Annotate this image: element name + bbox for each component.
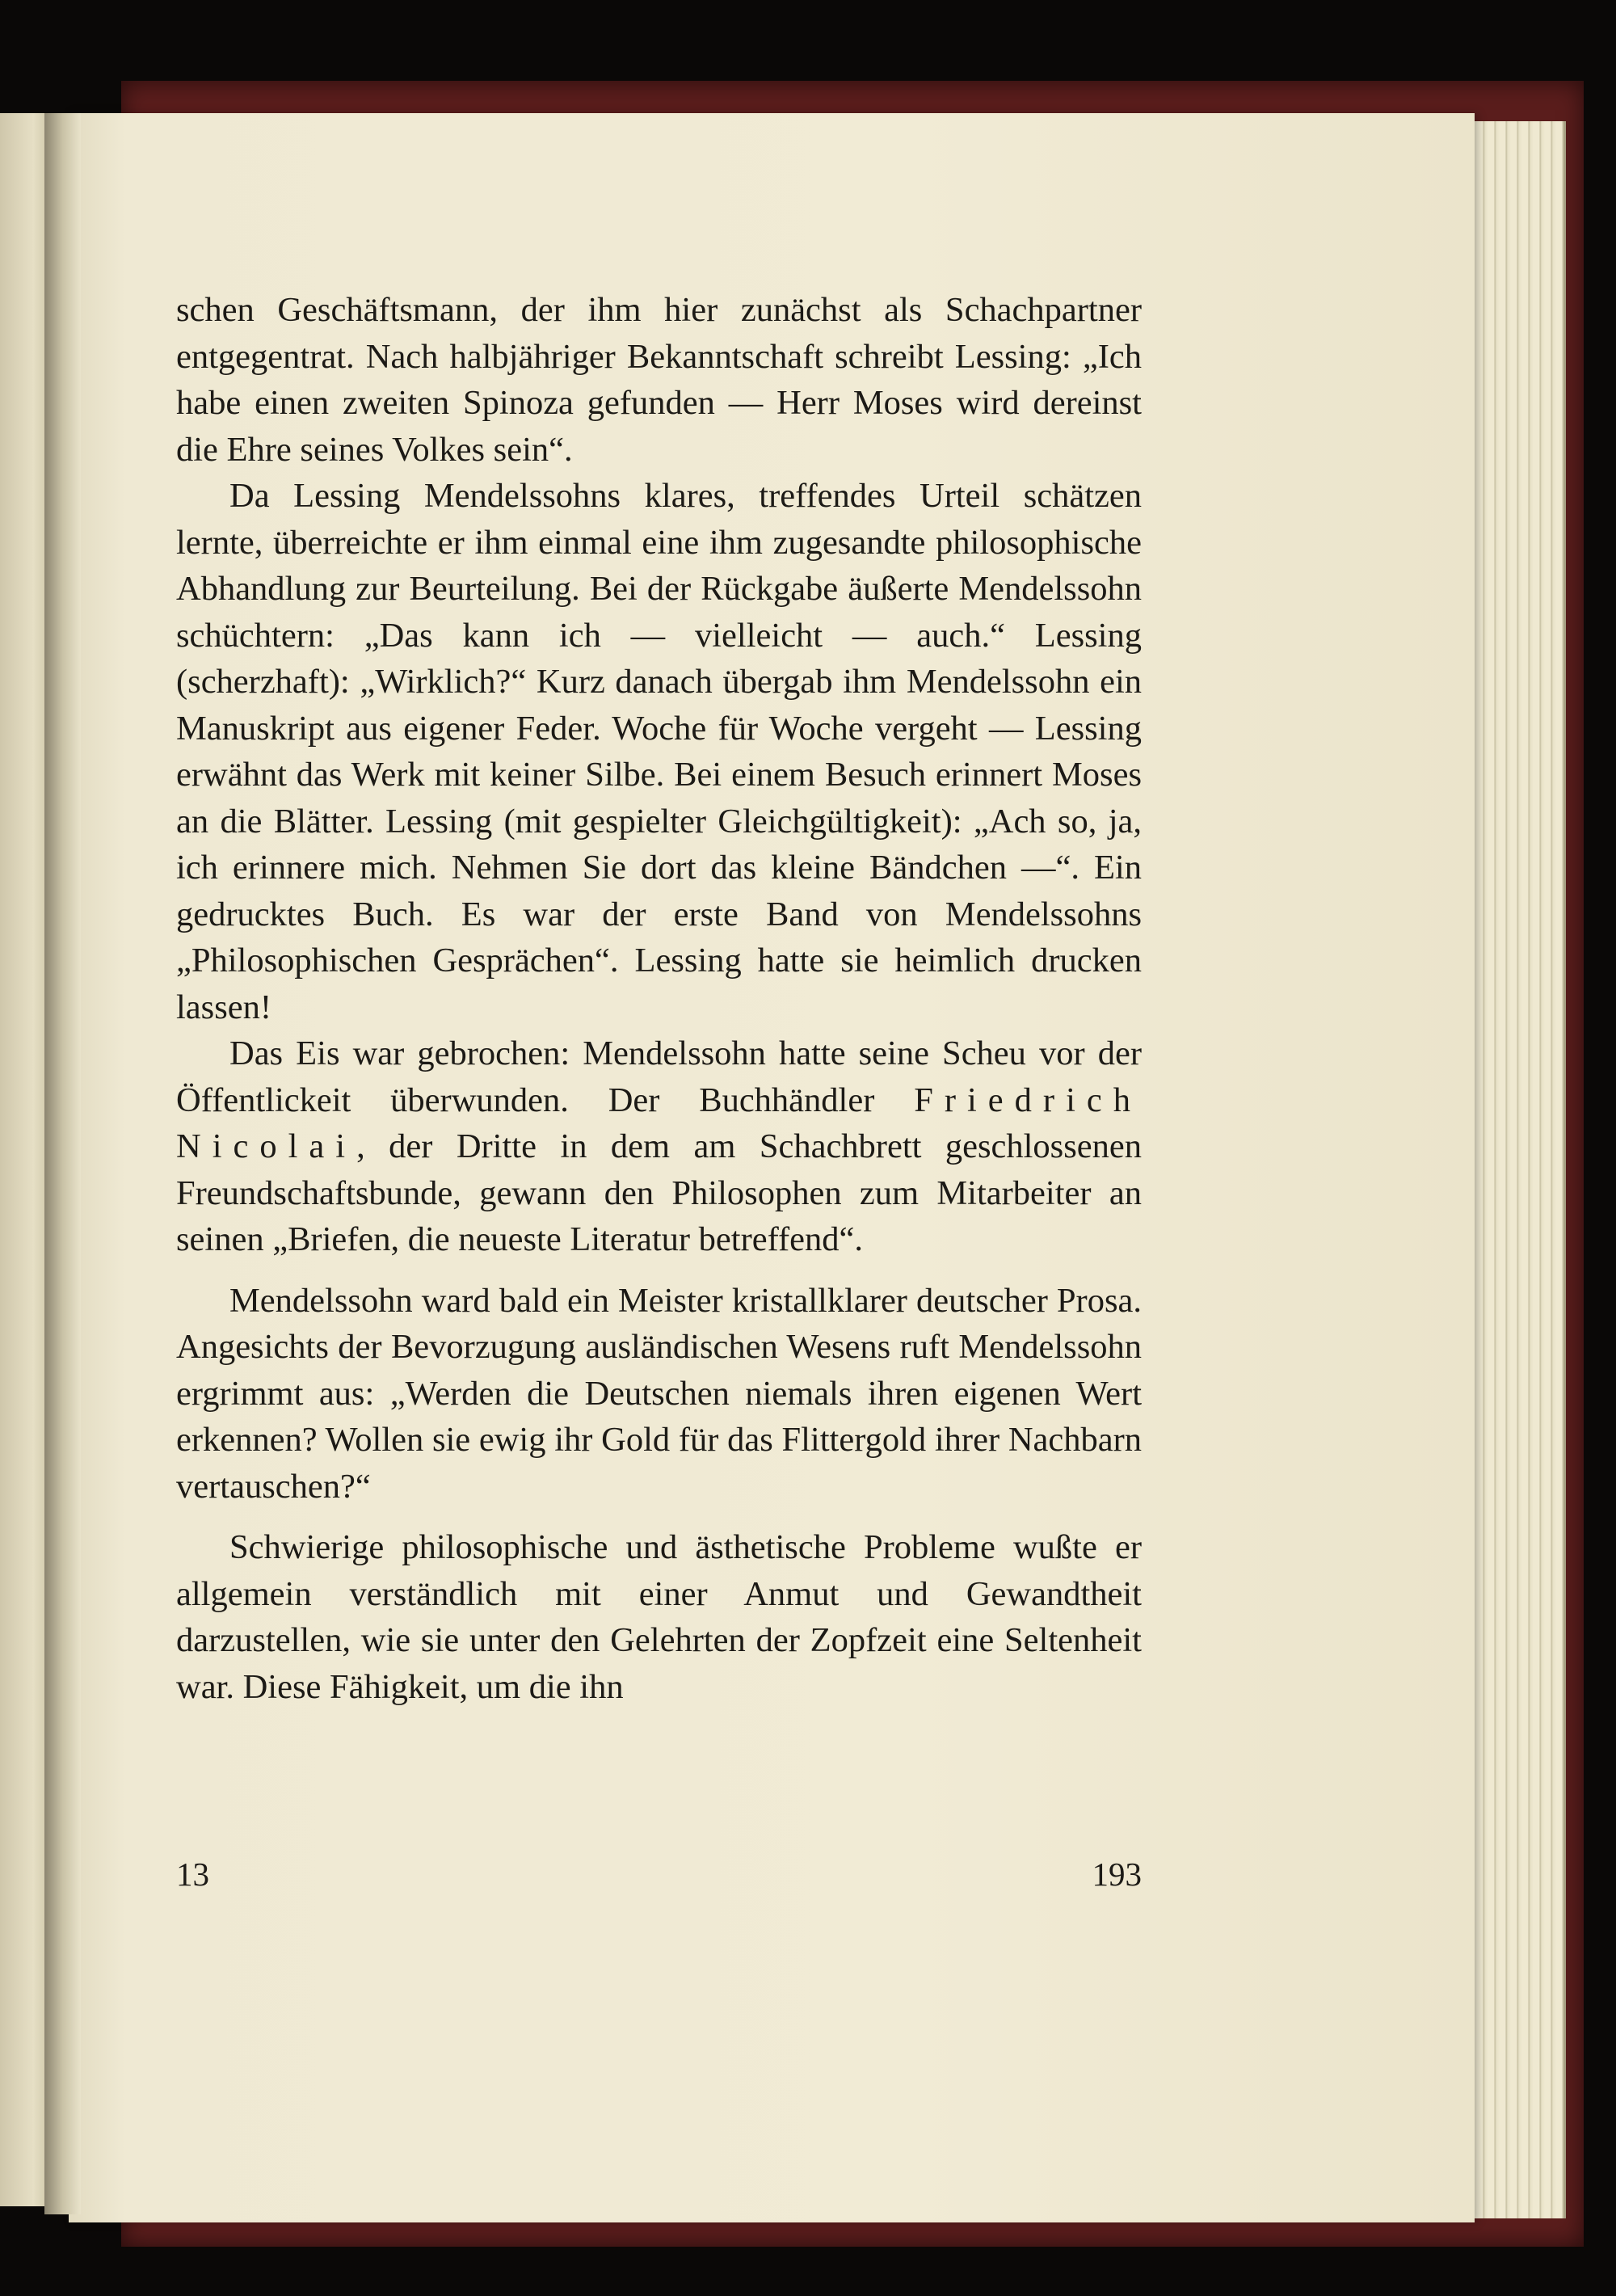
page-number: 193 xyxy=(1092,1856,1142,1893)
name-friedrich-nicolai: Friedrich Nicolai xyxy=(176,1081,1142,1165)
paragraph-1: schen Geschäftsmann, der ihm hier zunächst als Schachpartner entgegentrat. Nach halbjähriger Bekanntschaft schreibt Lessing: „Ich habe einen zweiten Spinoza gefunden — Herr Moses wird dereinst die Ehre seines Volkes sein“. xyxy=(176,291,1142,469)
book-page xyxy=(69,113,1475,2222)
paragraph-4: Mendelssohn ward bald ein Meister kristallklarer deutscher Prosa. Angesichts der Bevorzugung ausländischen Wesens ruft Mendelssohn ergrimmt aus: „Werden die Deutschen niemals ihren eigenen Wert erkennen? Wollen sie ewig ihr Gold für das Flittergold ihrer Nachbarn vertauschen?“ xyxy=(176,1281,1142,1506)
signature-mark: 13 xyxy=(176,1856,209,1893)
paragraph-2: Da Lessing Mendelssohns klares, treffendes Urteil schätzen lernte, überreichte er ihm einmal eine ihm zugesandte philosophische Abhandlung zur Beurteilung. Bei der Rückgabe äußerte Mendelssohn schüchtern: „Das kann ich — vielleicht — auch.“ Lessing (scherzhaft): „Wirklich?“ Kurz danach übergab ihm Mendelssohn ein Manuskript aus eigener Feder. Woche für Woche vergeht — Lessing erwähnt das Werk mit keiner Silbe. Bei einem Besuch erinnert Moses an die Blätter. Lessing (mit gespielter Gleichgültigkeit): „Ach so, ja, ich erinnere mich. Nehmen Sie dort das kleine Bändchen —“. Ein gedrucktes Buch. Es war der erste Band von Mendelssohns „Philosophischen Gesprächen“. Lessing hatte sie heimlich drucken lassen! xyxy=(176,477,1142,1026)
paragraph-3 xyxy=(176,1030,1142,1263)
page-footer xyxy=(176,1855,1142,1894)
paragraph-3-start: Das Eis war gebrochen: Mendelssohn hatte seine Scheu vor der Öffentlickeit überwunden. Der Buchhändler xyxy=(176,1034,1142,1119)
paragraph-3-end: , der Dritte in dem am Schachbrett geschlossenen Freundschaftsbunde, gewann den Philosophen zum Mitarbeiter an seinen „Briefen, die neueste Literatur betreffend“. xyxy=(176,1127,1142,1258)
book-gutter xyxy=(44,113,81,2214)
body-text xyxy=(176,287,1142,1710)
paragraph-5: Schwierige philosophische und ästhetische Probleme wußte er allgemein verständlich mit einer Anmut und Gewandtheit darzustellen, wie sie unter den Gelehrten der Zopfzeit eine Seltenheit war. Diese Fähigkeit, um die ihn xyxy=(176,1528,1142,1706)
